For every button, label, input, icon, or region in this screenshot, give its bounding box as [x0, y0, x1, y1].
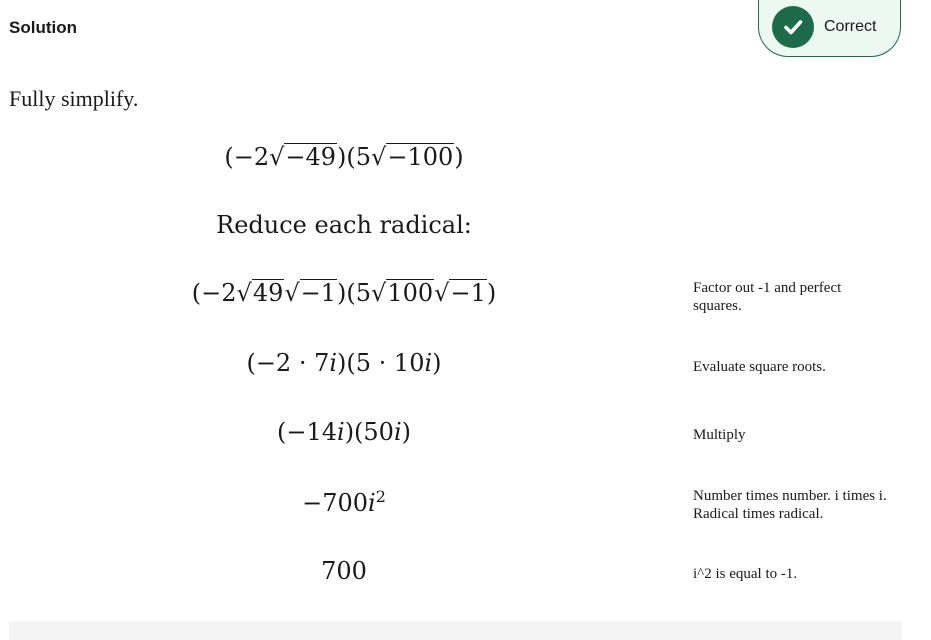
imaginary-unit: i	[329, 349, 338, 377]
radical: √49	[236, 279, 284, 307]
expr-part: )	[454, 143, 464, 171]
step-note-4: Number times number. i times i. Radical times radical.	[693, 488, 887, 522]
expr-part: (−2	[224, 143, 270, 171]
step-note-2: Evaluate square roots.	[693, 359, 826, 375]
expr-part: )(5	[337, 143, 372, 171]
problem-expression	[0, 143, 688, 171]
expr-part: )	[432, 349, 442, 377]
expr-part: (−2	[191, 279, 237, 307]
expr-part: (−2 · 7	[246, 349, 330, 377]
check-icon	[772, 6, 814, 48]
radical: √−49	[269, 143, 337, 171]
expr-part: 700	[321, 557, 367, 585]
correct-label: Correct	[824, 18, 877, 35]
expr-part: −700	[302, 489, 369, 517]
radicand: −1	[300, 279, 337, 307]
step-expression-4	[0, 487, 688, 517]
step-expression-2	[0, 349, 688, 377]
solution-title: Solution	[9, 18, 77, 37]
radicand: −100	[387, 143, 454, 171]
step-heading: Reduce each radical:	[216, 211, 472, 239]
radicand: 100	[387, 279, 434, 307]
exponent: 2	[375, 487, 386, 506]
problem-prompt: Fully simplify.	[9, 86, 139, 111]
step-note-5: i^2 is equal to -1.	[693, 566, 798, 582]
radical: √−1	[434, 279, 486, 307]
correct-status-badge	[758, 0, 901, 57]
radical: √−100	[371, 143, 454, 171]
step-expression-3	[0, 418, 688, 446]
radicand: 49	[252, 279, 284, 307]
expr-part: )	[401, 418, 412, 446]
imaginary-unit: i	[424, 349, 433, 377]
bottom-panel	[9, 621, 902, 640]
expr-part: )(50	[344, 418, 394, 446]
imaginary-unit: i	[393, 418, 402, 446]
radicand: −49	[285, 143, 337, 171]
step-note-1: Factor out -1 and perfect squares.	[693, 280, 842, 314]
expr-part: )(5 · 10	[337, 349, 425, 377]
step-expression-1	[0, 279, 688, 307]
expr-part: )	[486, 279, 497, 307]
expr-part: )(5	[337, 279, 372, 307]
step-note-3: Multiply	[693, 427, 746, 443]
step-expression-5	[0, 557, 688, 585]
radicand: −1	[450, 279, 486, 307]
radical: √−1	[284, 279, 337, 307]
imaginary-unit: i	[337, 418, 345, 446]
expr-part: (−14	[276, 418, 337, 446]
radical: √100	[371, 279, 434, 307]
imaginary-unit: i	[368, 489, 376, 517]
